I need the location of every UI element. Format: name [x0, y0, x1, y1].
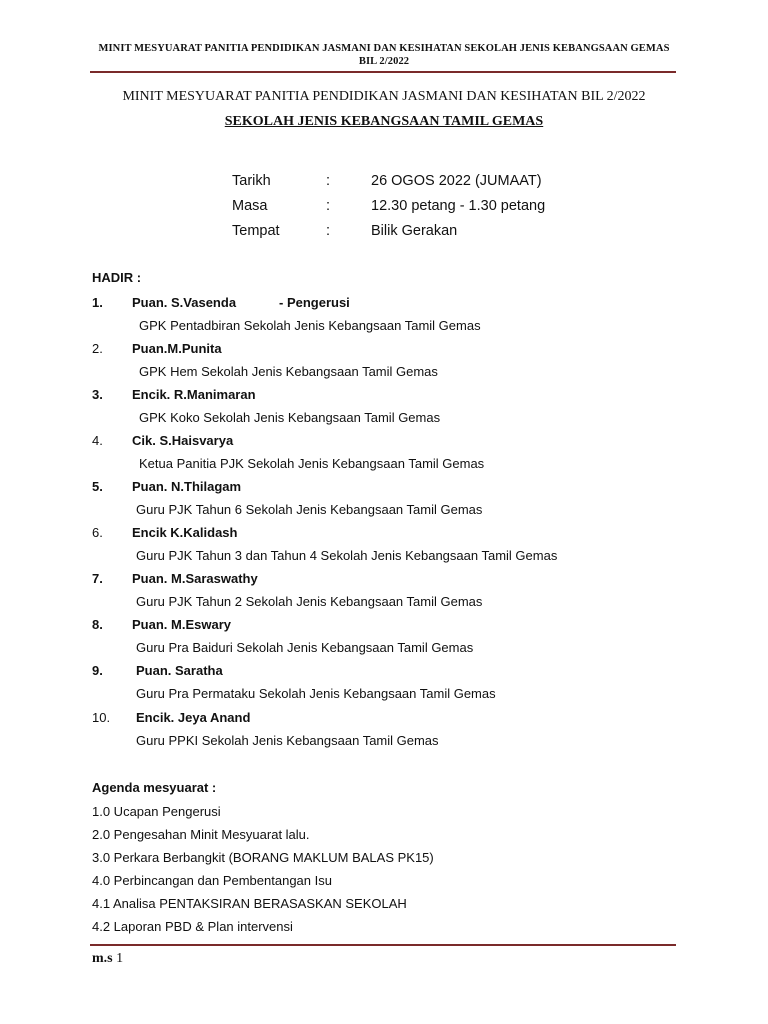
school-title — [0, 114, 768, 130]
page-footer — [92, 951, 123, 967]
detail-sep-time: : — [326, 198, 331, 214]
member-description: GPK Koko Sekolah Jenis Kebangsaan Tamil Gemas — [139, 410, 441, 425]
agenda-item: 2.0 Pengesahan Minit Mesyuarat lalu. — [92, 827, 310, 842]
detail-label-time: Masa — [232, 198, 268, 214]
member-number: 6. — [92, 525, 103, 540]
detail-value-place: Bilik Gerakan — [371, 223, 458, 239]
agenda-item: 4.1 Analisa PENTAKSIRAN BERASASKAN SEKOLAH — [92, 896, 407, 911]
member-name: Puan. Saratha — [136, 663, 223, 678]
member-name: Puan. M.Eswary — [132, 617, 231, 632]
member-name: Encik. Jeya Anand — [136, 710, 251, 725]
member-name: Puan. S.Vasenda — [132, 295, 237, 310]
detail-label-date: Tarikh — [232, 173, 271, 189]
member-description: Guru PJK Tahun 6 Sekolah Jenis Kebangsaan Tamil Gemas — [136, 502, 483, 517]
detail-label-place: Tempat — [232, 223, 280, 239]
member-description: Ketua Panitia PJK Sekolah Jenis Kebangsaan Tamil Gemas — [139, 456, 485, 471]
member-description: GPK Pentadbiran Sekolah Jenis Kebangsaan Tamil Gemas — [139, 318, 481, 333]
header-divider — [90, 71, 676, 73]
detail-value-date: 26 OGOS 2022 (JUMAAT) — [371, 173, 542, 189]
member-name: Puan. M.Saraswathy — [132, 571, 258, 586]
running-header-line1: MINIT MESYUARAT PANITIA PENDIDIKAN JASMANI DAN KESIHATAN SEKOLAH JENIS KEBANGSAAN GEMAS — [98, 43, 670, 54]
agenda-item: 4.2 Laporan PBD & Plan intervensi — [92, 919, 293, 934]
running-header-line2: BIL 2/2022 — [358, 56, 410, 67]
member-name: Puan.M.Punita — [132, 341, 222, 356]
member-description: Guru Pra Baiduri Sekolah Jenis Kebangsaan Tamil Gemas — [136, 640, 474, 655]
school-title-text: SEKOLAH JENIS KEBANGSAAN TAMIL GEMAS — [224, 114, 544, 129]
member-description: GPK Hem Sekolah Jenis Kebangsaan Tamil Gemas — [139, 364, 438, 379]
detail-value-time: 12.30 petang - 1.30 petang — [371, 198, 546, 214]
member-number: 4. — [92, 433, 103, 448]
agenda-item: 1.0 Ucapan Pengerusi — [92, 804, 221, 819]
member-number: 8. — [92, 617, 103, 632]
member-name: Encik K.Kalidash — [132, 525, 238, 540]
agenda-heading: Agenda mesyuarat : — [92, 780, 217, 795]
detail-sep-date: : — [326, 173, 331, 189]
member-description: Guru Pra Permataku Sekolah Jenis Kebangsaan Tamil Gemas — [136, 686, 496, 701]
member-number: 10. — [92, 710, 111, 725]
member-description: Guru PJK Tahun 2 Sekolah Jenis Kebangsaan Tamil Gemas — [136, 594, 483, 609]
attendance-heading: HADIR : — [92, 270, 142, 285]
member-number: 9. — [92, 663, 103, 678]
member-number: 3. — [92, 387, 103, 402]
member-name: Encik. R.Manimaran — [132, 387, 256, 402]
member-number: 5. — [92, 479, 103, 494]
member-description: Guru PJK Tahun 3 dan Tahun 4 Sekolah Jenis Kebangsaan Tamil Gemas — [136, 548, 558, 563]
member-name: Cik. S.Haisvarya — [132, 433, 234, 448]
member-name: Puan. N.Thilagam — [132, 479, 242, 494]
detail-sep-place: : — [326, 223, 331, 239]
member-description: Guru PPKI Sekolah Jenis Kebangsaan Tamil Gemas — [136, 733, 439, 748]
agenda-item: 3.0 Perkara Berbangkit (BORANG MAKLUM BALAS PK15) — [92, 850, 434, 865]
member-number: 1. — [92, 295, 103, 310]
document-title: MINIT MESYUARAT PANITIA PENDIDIKAN JASMANI DAN KESIHATAN BIL 2/2022 — [122, 89, 646, 104]
member-number: 7. — [92, 571, 103, 586]
member-number: 2. — [92, 341, 103, 356]
footer-divider — [90, 944, 676, 946]
page-number: 1 — [116, 951, 124, 966]
agenda-item: 4.0 Perbincangan dan Pembentangan Isu — [92, 873, 332, 888]
page-label: m.s — [92, 951, 113, 966]
member-role: - Pengerusi — [279, 295, 350, 310]
